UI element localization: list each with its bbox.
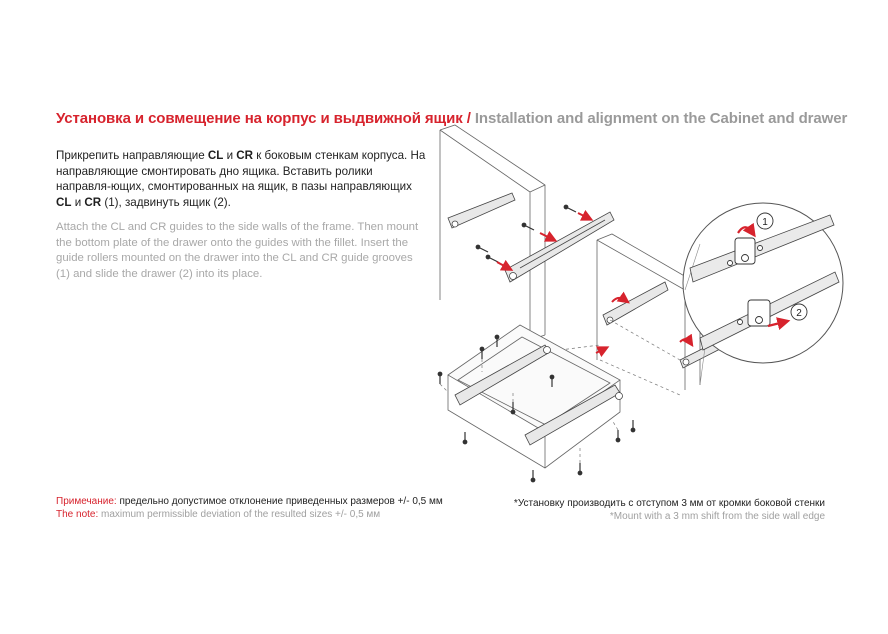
detail-zoom-circle xyxy=(683,203,843,385)
note-ru-label: Примечание: xyxy=(56,496,117,507)
cabinet-left xyxy=(440,125,545,340)
instr-ru-part: к боковым стенкам корпуса. На направляющие смонтировать дно ящика. Вставить ролики направля-ющих, смонтированных на ящик, в пазы направляющих xyxy=(56,149,426,193)
title-en: Installation and alignment on the Cabinet and drawer xyxy=(474,110,848,127)
guide-cl-label: CL xyxy=(56,195,72,209)
callout-step-1 xyxy=(757,213,773,229)
tolerance-note xyxy=(56,495,496,521)
note-en-label: The note: xyxy=(56,509,99,520)
red-arrows-middle xyxy=(596,298,690,353)
guide-rail-lower xyxy=(505,212,614,282)
instructions-en: Attach the CL and CR guides to the side walls of the frame. Then mount the bottom plate of the drawer onto the guides with the fillet. Insert the guide rollers mounted on the drawer into the CL and CR guide grooves (1) and slide the drawer (2) into its place. xyxy=(56,221,419,280)
guide-cl-label: CL xyxy=(207,149,224,162)
screw-icons xyxy=(476,205,576,262)
guide-rail-middle xyxy=(603,282,668,325)
guide-cr-label: CR xyxy=(236,149,254,162)
note-en-text: maximum permissible deviation of the resulted sizes +/- 0,5 мм xyxy=(98,509,381,520)
callout-2-text: 2 xyxy=(796,308,802,319)
instr-ru-part: (1), задвинуть ящик (2). xyxy=(101,195,231,209)
guide-rail-upper xyxy=(448,193,515,228)
instr-ru-part: и xyxy=(71,195,85,209)
title-separator: / xyxy=(462,110,475,127)
mount-note-en: *Mount with a 3 mm shift from the side wall edge xyxy=(609,511,825,522)
guide-cr-label: CR xyxy=(84,195,102,209)
mount-shift-note xyxy=(465,497,825,523)
note-ru-text: предельно допустимое отклонение приведенных размеров +/- 0,5 мм xyxy=(116,496,443,507)
instr-ru-part: Прикрепить направляющие xyxy=(56,149,208,162)
callout-1-text: 1 xyxy=(762,217,768,228)
title-ru: Установка и совмещение на корпус и выдвижной ящик xyxy=(56,110,463,127)
mount-note-ru: *Установку производить с отступом 3 мм от кромки боковой стенки xyxy=(513,498,825,509)
instr-ru-part: и xyxy=(223,149,237,162)
callout-step-2 xyxy=(791,304,807,320)
